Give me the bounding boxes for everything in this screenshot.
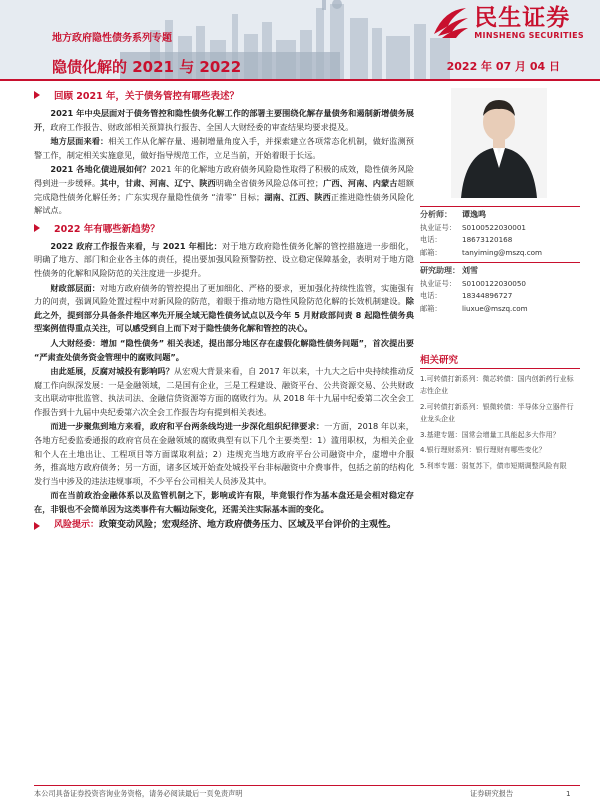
analyst-detail [420, 303, 580, 316]
paragraph-body: 一方面，2018 年以来，各地方纪委监委通报的政府官员在金融领域的腐败典型有以下几个主要类型：1）滥用职权，为相关企业和个人在土地出让、工程项目等方面谋取利益；2）违规充当地方政府平台公司融资中介，虚增中介服务，推高地方政府债务；另一方面，诸多区域开始查处城投平台非标融资中介费事件，包括之前的结构化发行当中涉及的违法违规事项，不少平台公司相关人员涉及其中。 [34, 421, 414, 486]
logo-chinese-name: 民生证券 [474, 4, 571, 31]
paragraph-body: 2021 年的化解地方政府债务风险隐性取得了积极的成效，隐性债务风险得到进一步缓释。 [34, 164, 414, 188]
paragraph-body: 明确全省债务风险总体可控； [215, 177, 324, 188]
paragraph-lead: 2022 政府工作报告来看，与 2021 年相比： [50, 240, 222, 251]
related-research-link[interactable]: 2.可转债打新系列：银微转债：半导体分立器件行业龙头企业 [420, 402, 574, 424]
detail-value: S0100522030001 [462, 222, 527, 232]
paragraph-lead: 由此延展，反腐对城投有影响吗？ [50, 366, 174, 377]
analyst-name: 刘雪 [462, 265, 478, 275]
risk-label: 风险提示： [54, 519, 100, 530]
paragraph [34, 489, 414, 516]
header-banner [0, 0, 600, 80]
page-title: 隐债化解的 2021 与 2022 [52, 58, 242, 76]
analyst-detail [420, 234, 580, 247]
paragraph [34, 420, 414, 488]
detail-value: 18344896727 [462, 291, 513, 301]
paragraph [34, 337, 414, 364]
analyst-detail [420, 222, 580, 235]
paragraph-emphasis: 湖南、江西、陕西 [264, 191, 331, 202]
arrow-right-icon [34, 91, 40, 99]
analyst-card [420, 262, 580, 316]
analyst-name-row [420, 265, 580, 278]
related-research-list [420, 373, 580, 473]
analyst-detail [420, 278, 580, 291]
paragraph-lead: 2021 年中央层面对于债务管控和隐性债务化解工作的部署主要围绕化解存量债务和遏制新增债务展开 [34, 108, 414, 132]
page-number: 1 [566, 789, 571, 798]
footer-doc-type: 证券研究报告 [470, 789, 514, 798]
paragraph-lead: 而进一步聚焦到地方来看，政府和平台两条线均进一步深化组织纪律要求： [50, 421, 325, 432]
report-series-label: 地方政府隐性债务系列专题 [52, 33, 172, 44]
main-content [34, 88, 414, 532]
risk-warning [34, 519, 414, 532]
paragraph-body: 相关工作从化解存量、遏制增量角度入手，并探索建立各项常态化机制，做好监测预警工作，制定相关实施意见，做好指导规范工作，立足当前，开始着眼于长远。 [34, 136, 414, 160]
detail-key: 执业证号： [420, 278, 456, 288]
risk-text: 政策变动风险；宏观经济、地方政府债务压力、区域及平台评价的主观性。 [99, 519, 397, 530]
paragraph-body: 从宏观大背景来看，自 2017 年以来，十九大之后中央持续推动反腐工作向纵深发展：一是金融领域，二是国有企业，三是工程建设、融资平台、公共资源交易、公共财政支出联动审批监管、执法司法、金融信贷资源等方面的腐败行为。从 2018 年十九届中纪委第二次全会工作报告到十九届中央纪委第六次全会工作报告均有提到相关表述。 [34, 366, 414, 417]
section-heading-2022 [34, 221, 414, 235]
paragraph-body: 超额完成隐性债务化解任务；广东实现存量隐性债务 “清零” 目标； [34, 177, 414, 202]
minsheng-logo-icon [430, 4, 470, 40]
email-link[interactable]: tanyiming@mszq.com [462, 248, 543, 258]
arrow-right-icon [34, 522, 40, 530]
paragraph [34, 240, 414, 281]
logo-english-name: MINSHENG SECURITIES [474, 30, 584, 40]
detail-value: S0100122030050 [462, 278, 527, 288]
related-research-link[interactable]: 1.可转债打新系列：微芯转债：国内创新药行业标志性企业 [420, 374, 574, 396]
paragraph-lead: 人大财经委：增加 “隐性债务” 相关表述，提出部分地区存在虚假化解隐性债务问题”，首次提出要 “严肃查处债务资金管理中的腐败问题”。 [34, 337, 414, 362]
section-heading-text: 2022 年有哪些新趋势？ [54, 223, 160, 235]
related-research-link[interactable]: 3.基建专题：国常会增量工具能起多大作用？ [420, 430, 560, 439]
paragraph [34, 282, 414, 336]
footer-divider [34, 785, 580, 786]
detail-value: 18673120168 [462, 235, 513, 245]
paragraph-emphasis: 广西、河南、内蒙古 [323, 177, 398, 188]
paragraph-body: 对于地方政府隐性债务化解的管控措施进一步细化，明确了地方、部门和企业各主体的责任，提出要加强风险预警防控、设立稳定保障基金，表明对于地方隐性债务的化解和风险防范的关注度进一步提升。 [34, 240, 414, 278]
analyst-card [420, 206, 580, 260]
footer-disclaimer: 本公司具备证券投资咨询业务资格，请务必阅读最后一页免责声明 [34, 789, 243, 798]
paragraph-lead: 而在当前政治金融体系以及监管机制之下，影响或许有限，毕竟银行作为基本盘还是会相对稳定存在，非银也不会简单因为这类事件有大幅边际变化，还需关注实际基本面的变化。 [34, 490, 414, 515]
paragraph [34, 135, 414, 162]
role-label: 分析师： [420, 210, 452, 219]
paragraph-emphasis: 除此之外，提到部分具备条件地区率先开展全域无隐性债务试点以及今年 5 月财政部问责 8 起隐性债务典型案例值得重点关注，可以感受到自上而下对于隐性债务化解和管控的决心。 [34, 296, 414, 334]
analyst-name-row [420, 209, 580, 222]
paragraph-body: 正推进隐性债务风险化解试点。 [34, 191, 414, 216]
related-research-heading: 相关研究 [420, 352, 580, 369]
detail-key: 电话： [420, 291, 442, 301]
detail-key: 电话： [420, 235, 442, 245]
paragraph-lead: 财政部层面： [50, 282, 100, 293]
paragraph [34, 365, 414, 419]
email-link[interactable]: liuxue@mszq.com [462, 303, 528, 313]
paragraph [34, 163, 414, 217]
analyst-detail [420, 247, 580, 260]
sidebar [420, 88, 580, 475]
paragraph-lead: 地方层面来看： [50, 136, 109, 147]
header-divider [0, 79, 600, 81]
section-heading-2021 [34, 88, 414, 102]
paragraph-lead: 2021 各地化债进展如何？ [50, 164, 151, 175]
related-research-link[interactable]: 4.银行理财系列：银行理财有哪些变化？ [420, 446, 546, 455]
role-label: 研究助理： [420, 265, 460, 275]
report-date: 2022 年 07 月 04 日 [446, 60, 560, 73]
paragraph-body: 对地方政府债务的管控提出了更加细化、严格的要求，更加强化持续性监管，实施强有力的问责，强调风险处置过程中对新风险的防范，着眼于推动地方隐性风险防范化解的长效机制建设。 [34, 282, 414, 307]
related-research-link[interactable]: 5.利率专题：弱复苏下，债市短期调整风险有限 [420, 461, 567, 470]
paragraph [34, 107, 414, 134]
analyst-list [420, 206, 580, 316]
detail-key: 邮箱： [420, 248, 442, 258]
company-logo [430, 4, 584, 40]
section-heading-text: 回顾 2021 年，关于债务管控有哪些表述？ [54, 91, 240, 102]
detail-key: 执业证号： [420, 222, 456, 232]
analyst-name: 谭逸鸣 [462, 210, 486, 219]
arrow-right-icon [34, 224, 40, 232]
analyst-detail [420, 290, 580, 303]
paragraph-body: ，政府工作报告、财政部相关预算执行报告、全国人大财经委的审查结果均要求提及。 [42, 121, 354, 132]
detail-key: 邮箱： [420, 303, 442, 313]
paragraph-emphasis: 其中，甘肃、河南、辽宁、陕西 [100, 177, 216, 188]
analyst-photo [451, 88, 547, 198]
